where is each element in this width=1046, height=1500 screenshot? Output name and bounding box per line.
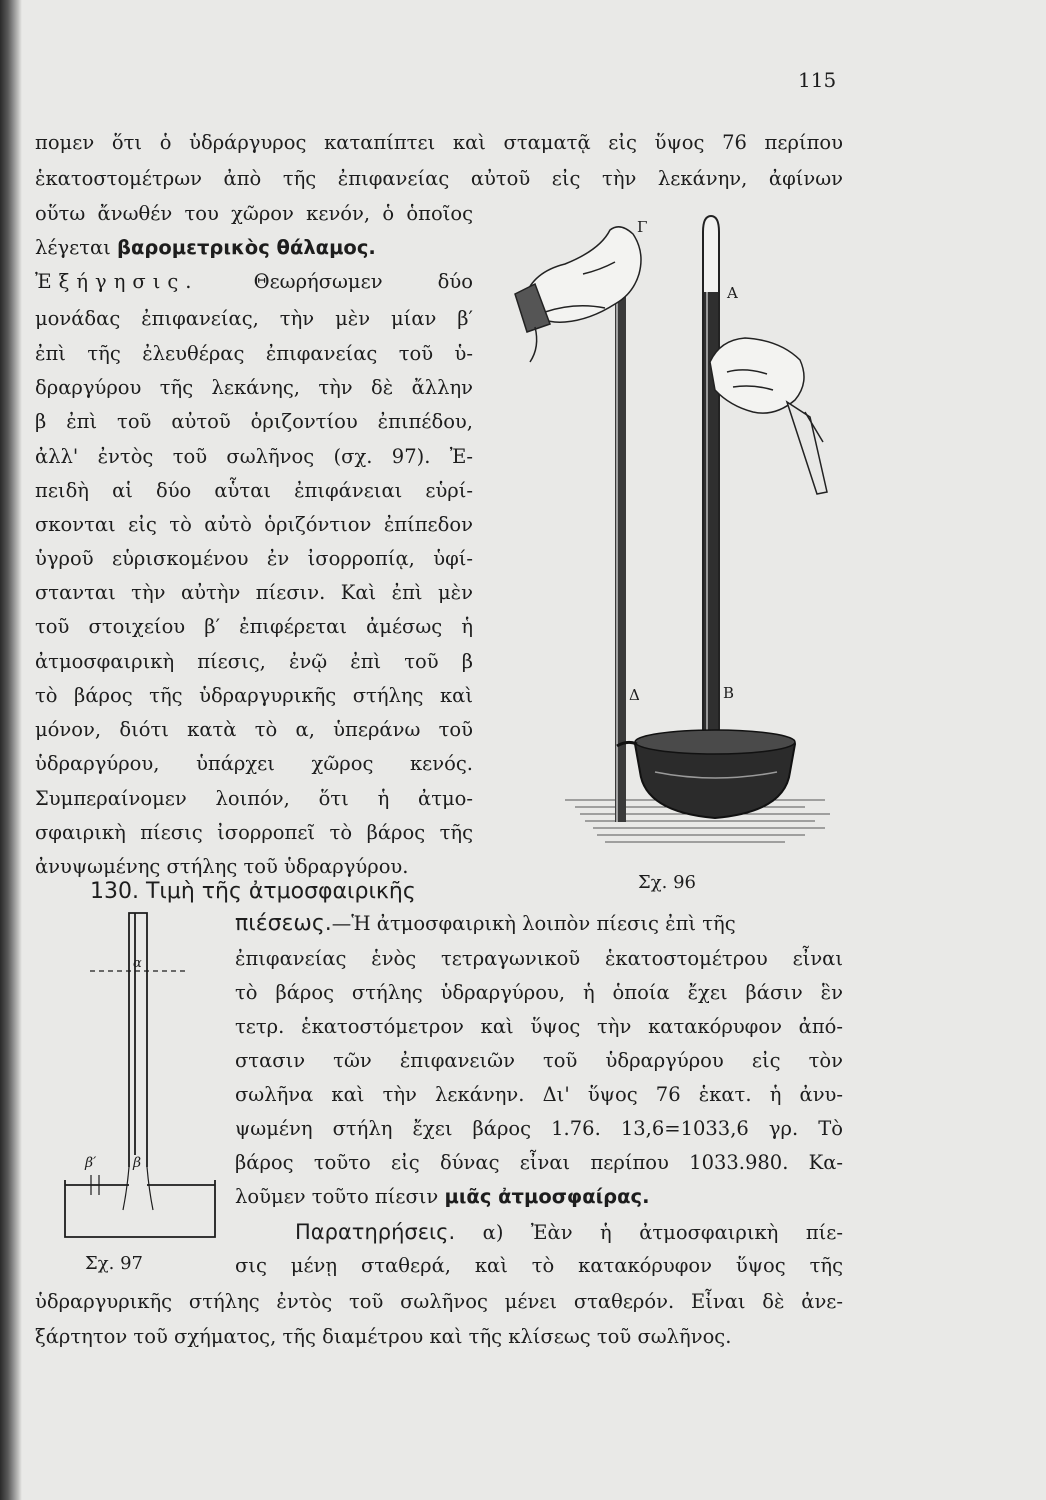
fig97-label-beta: β xyxy=(133,1155,142,1171)
text-line: Συμπεραίνομεν λοιπόν, ὅτι ἡ ἀτμο- xyxy=(35,787,473,810)
text-line: σις μένῃ σταθερά, καὶ τὸ κατακόρυφον ὕψος τῆς xyxy=(235,1254,843,1277)
text-line: λέγεται βαρομετρικὸς θάλαμος. xyxy=(35,236,376,259)
text-line: οὕτω ἄνωθέν του χῶρον κενόν, ὁ ὁποῖος xyxy=(35,202,473,225)
text-line: ξάρτητον τοῦ σχήματος, τῆς διαμέτρου καὶ τῆς κλίσεως τοῦ σωλῆνος. xyxy=(35,1325,732,1348)
fig96-label-gamma: Γ xyxy=(637,218,648,236)
fig96-label-alpha: Α xyxy=(727,284,738,302)
text-line: ἀτμοσφαιρικὴ πίεσις, ἐνῷ ἐπὶ τοῦ β xyxy=(35,650,473,673)
text-line: ψωμένη στήλη ἔχει βάρος 1.76. 13,6=1033,6 γρ. Τὸ xyxy=(235,1117,843,1140)
left-tube xyxy=(615,232,626,822)
text-line: ἀλλ' ἐντὸς τοῦ σωλῆνος (σχ. 97). Ἐ- xyxy=(35,445,473,468)
figure-96-barometer xyxy=(505,212,845,867)
bold-term: βαρομετρικὸς θάλαμος. xyxy=(117,236,376,259)
text-line: μονάδας ἐπιφανείας, τὴν μὲν μίαν β′ xyxy=(35,307,473,330)
text-line: στανται τὴν αὐτὴν πίεσιν. Καὶ ἐπὶ μὲν xyxy=(35,581,473,604)
text-line: τὸ βάρος τῆς ὑδραργυρικῆς στήλης καὶ xyxy=(35,684,473,707)
text-line: σφαιρικὴ πίεσις ἰσορροπεῖ τὸ βάρος τῆς xyxy=(35,821,473,844)
fig96-label-beta: Β xyxy=(723,684,735,702)
text-line: βάρος τοῦτο εἰς δύνας εἶναι περίπου 1033.980. Κα- xyxy=(235,1151,843,1174)
text-line: ἀνυψωμένης στήλης τοῦ ὑδραργύρου. xyxy=(35,855,409,878)
text-line: ἐπὶ τῆς ἐλευθέρας ἐπιφανείας τοῦ ὑ- xyxy=(35,342,473,365)
figure-97-schematic xyxy=(55,905,225,1245)
text-line: τὸ βάρος στήλης ὑδραργύρου, ἡ ὁποία ἔχει βάσιν ἓν xyxy=(235,981,843,1004)
text-line: πομεν ὅτι ὁ ὑδράργυρος καταπίπτει καὶ σταματᾷ εἰς ὕψος 76 περίπου xyxy=(35,131,843,154)
text-line: τοῦ στοιχείου β′ ἐπιφέρεται ἀμέσως ἡ xyxy=(35,615,473,638)
page-gutter-shadow xyxy=(0,0,22,1500)
figure-96-caption: Σχ. 96 xyxy=(638,872,696,893)
fig97-label-alpha: α xyxy=(133,956,142,971)
text-line: Παρατηρήσεις. α) Ἐὰν ἡ ἀτμοσφαιρικὴ πίε- xyxy=(295,1220,843,1244)
figure-97-caption: Σχ. 97 xyxy=(85,1253,143,1274)
right-tube xyxy=(703,216,719,762)
text-line: β ἐπὶ τοῦ αὐτοῦ ὁριζοντίου ἐπιπέδου, xyxy=(35,410,473,433)
fig97-label-beta-prime: β′ xyxy=(85,1155,97,1171)
text-line: ἑκατοστομέτρων ἀπὸ τῆς ἐπιφανείας αὐτοῦ εἰς τὴν λεκάνην, ἀφίνων xyxy=(35,167,843,190)
text-line: λοῦμεν τοῦτο πίεσιν μιᾶς ἀτμοσφαίρας. xyxy=(235,1185,650,1208)
explanation-word: Ἐξήγησις. xyxy=(35,270,199,293)
mercury-bowl xyxy=(617,730,795,818)
text-line: στασιν τῶν ἐπιφανειῶν τοῦ ὑδραργύρου εἰς τὸν xyxy=(235,1049,843,1072)
section-heading-cont: πιέσεως. xyxy=(235,911,332,936)
text-line: πειδὴ αἱ δύο αὗται ἐπιφάνειαι εὑρί- xyxy=(35,479,473,502)
text-line: ὑδραργυρικῆς στήλης ἐντὸς τοῦ σωλῆνος μένει σταθερόν. Εἶναι δὲ ἀνε- xyxy=(35,1290,843,1313)
text-line: πιέσεως.—Ἡ ἀτμοσφαιρικὴ λοιπὸν πίεσις ἐπὶ τῆς xyxy=(235,911,736,936)
text-line: τετρ. ἑκατοστόμετρον καὶ ὕψος τὴν κατακόρυφον ἀπό- xyxy=(235,1015,843,1038)
lower-hand-illustration xyxy=(710,338,827,494)
text-line: ἐπιφανείας ἑνὸς τετραγωνικοῦ ἑκατοστομέτρου εἶναι xyxy=(235,947,843,970)
text-line: δραργύρου τῆς λεκάνης, τὴν δὲ ἄλλην xyxy=(35,376,473,399)
text-line: μόνον, διότι κατὰ τὸ α, ὑπεράνω τοῦ xyxy=(35,718,473,741)
fig96-label-delta: Δ xyxy=(629,686,640,704)
section-heading: 130. Τιμὴ τῆς ἀτμοσφαιρικῆς xyxy=(90,879,416,904)
text-line: σκονται εἰς τὸ αὐτὸ ὁριζόντιον ἐπίπεδον xyxy=(35,513,473,536)
bold-term: μιᾶς ἀτμοσφαίρας. xyxy=(444,1185,650,1208)
remarks-label: Παρατηρήσεις. xyxy=(295,1220,456,1244)
text-line: Ἐξήγησις. Θεωρήσωμεν δύο xyxy=(35,270,473,293)
text-line: σωλῆνα καὶ τὴν λεκάνην. Δι' ὕψος 76 ἑκατ. ἡ ἀνυ- xyxy=(235,1083,843,1106)
text-line: ὑδραργύρου, ὑπάρχει χῶρος κενός. xyxy=(35,752,473,775)
page-number: 115 xyxy=(798,68,837,92)
text-line: ὑγροῦ εὑρισκομένου ἐν ἰσορροπίᾳ, ὑφί- xyxy=(35,547,473,570)
